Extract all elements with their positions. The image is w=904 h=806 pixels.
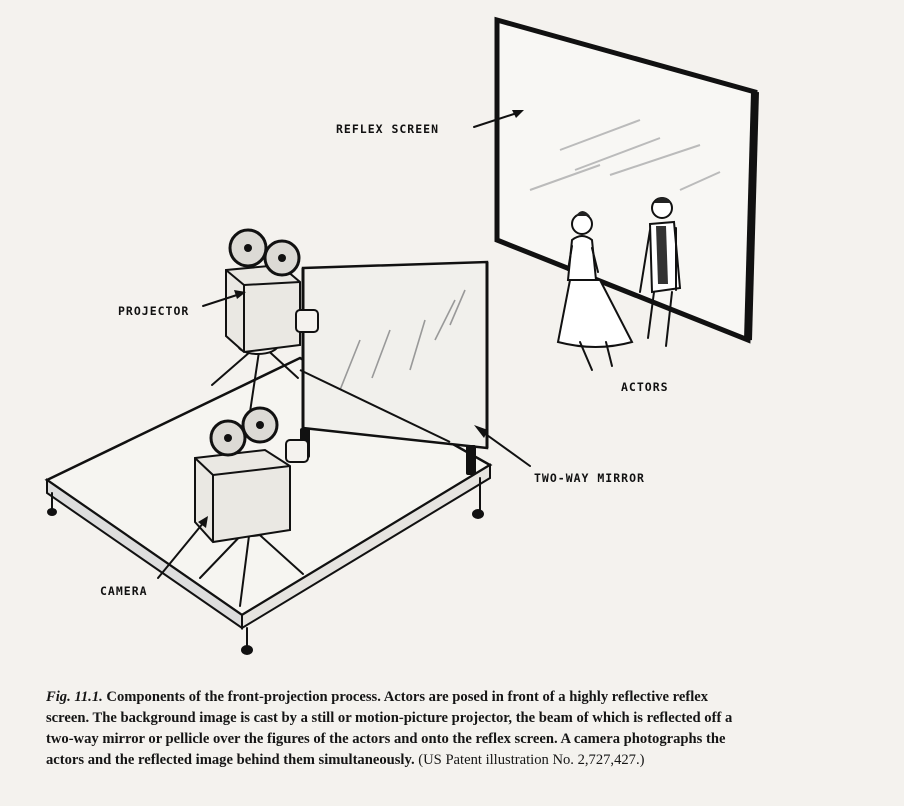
caption-citation: (US Patent illustration No. 2,727,427.)	[418, 751, 645, 768]
caption-figure-number: Fig. 11.1.	[46, 688, 103, 705]
reflex-screen	[497, 20, 755, 340]
label-camera: CAMERA	[100, 584, 148, 598]
label-projector: PROJECTOR	[118, 304, 190, 318]
caption-text: Components of the front-projection process. Actors are posed in front of a highly reflective reflex screen. The background image is cast by a still or motion-picture projector, the beam of which is reflected off a two-way mirror or pellicle over the figures of the actors and onto the reflex screen. A camera photographs the actors and the reflected image behind them simultaneously.	[46, 688, 733, 768]
label-two-way-mirror: TWO-WAY MIRROR	[534, 471, 645, 485]
label-actors: ACTORS	[621, 380, 669, 394]
figure-caption	[46, 687, 746, 771]
label-reflex-screen: REFLEX SCREEN	[336, 122, 440, 136]
